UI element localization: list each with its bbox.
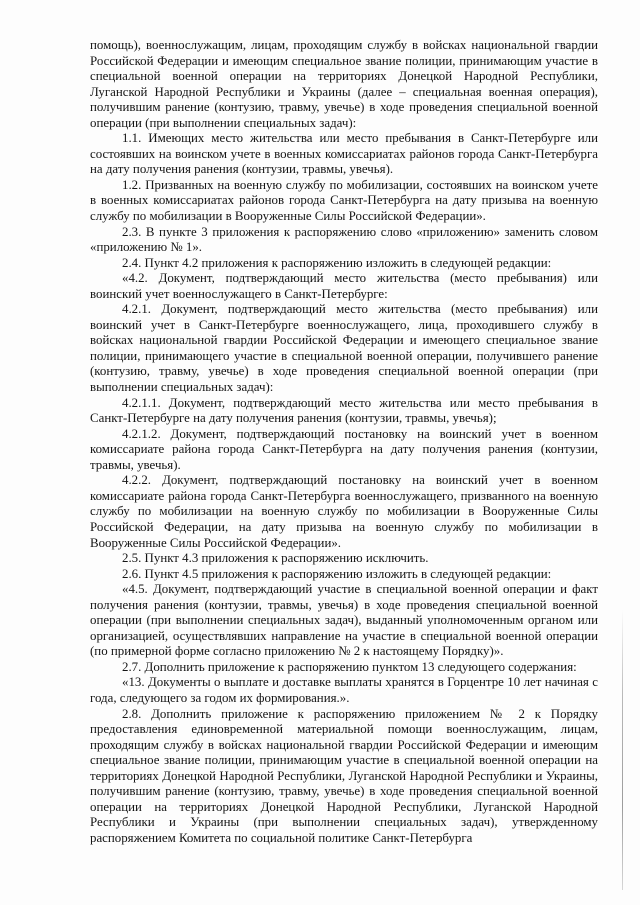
document-body [90,38,598,846]
paragraph-2-3: 2.3. В пункте 3 приложения к распоряжению слово «приложению» заменить словом «приложению № 1». [90,224,598,255]
paragraph-4-2-1-2: 4.2.1.2. Документ, подтверждающий постановку на воинский учет в военном комиссариате района города Санкт-Петербурга на дату получения ранения (контузии, травмы, увечья). [90,426,598,472]
paragraph-4-2-2: 4.2.2. Документ, подтверждающий постановку на воинский учет в военном комиссариате района города Санкт-Петербурга военнослужащего, призванного на военную службу по мобилизации на военную службу по мобилизации в Вооруженные Силы Российской Федерации, на дату призыва на военную службу по мобилизации в Вооруженные Силы Российской Федерации». [90,473,598,550]
paragraph-4-5: «4.5. Документ, подтверждающий участие в специальной военной операции и факт получения ранения (контузии, травмы, увечья) в ходе проведения специальной военной операции (при выполнении специальных задач), выданный уполномоченным органом или организацией, осуществлявших направление на участие в специальной военной операции (по примерной форме согласно приложению № 2 к настоящему Порядку)». [90,582,598,659]
scan-edge-line [622,610,623,890]
paragraph-2-6: 2.6. Пункт 4.5 приложения к распоряжению изложить в следующей редакции: [122,566,552,581]
paragraph-2-4: 2.4. Пункт 4.2 приложения к распоряжению изложить в следующей редакции: [122,255,552,270]
paragraph-intro-continuation: помощь), военнослужащим, лицам, проходящим службу в войсках национальной гвардии Российской Федерации и имеющим специальное звание полиции, принимающим участие в специальной военной операции на территориях Донецкой Народной Республики, Луганской Народной Республики и Украины (далее – специальная военная операция), получившим ранение (контузию, травму, увечье) в ходе проведения специальной военной операции (при выполнении специальных задач): [90,38,598,130]
paragraph-1-2: 1.2. Призванных на военную службу по мобилизации, состоявших на воинском учете в военных комиссариатах районов города Санкт-Петербурга на дату призыва на военную службу по мобилизации в Вооруженные Силы Российской Федерации». [90,177,598,224]
paragraph-4-2: «4.2. Документ, подтверждающий место жительства (место пребывания) или воинский учет военнослужащего в Санкт-Петербурге: [90,271,598,301]
paragraph-1-1: 1.1. Имеющих место жительства или место пребывания в Санкт-Петербурге или состоявших на воинском учете в военных комиссариатах районов города Санкт-Петербурга на дату получения ранения (контузии, травмы, увечья). [90,131,598,177]
paragraph-2-7: 2.7. Дополнить приложение к распоряжению пунктом 13 следующего содержания: [122,659,577,674]
paragraph-13: «13. Документы о выплате и доставке выплаты хранятся в Горцентре 10 лет начиная с года, следующего за годом их формирования.». [90,675,598,705]
paragraph-2-8: 2.8. Дополнить приложение к распоряжению приложением № 2 к Порядку предоставления единовременной материальной помощи военнослужащим, лицам, проходящим службу в войсках национальной гвардии Российской Федерации и имеющим специальное звание полиции, принимающим участие в специальной военной операции на территориях Донецкой Народной Республики, Луганской Народной Республики и Украины, получившим ранение (контузию, травму, увечье) в ходе проведения специальной военной операции на территориях Донецкой Народной Республики, Луганской Народной Республики и Украины (при выполнении специальных задач), утвержденному распоряжением Комитета по социальной политике Санкт-Петербурга [90,706,598,845]
paragraph-2-5: 2.5. Пункт 4.3 приложения к распоряжению исключить. [122,551,429,566]
paragraph-4-2-1: 4.2.1. Документ, подтверждающий место жительства (место пребывания) или воинский учет в Санкт-Петербурге военнослужащего, лица, проходившего службу в войсках национальной гвардии Российской Федерации и имеющего специальное звание полиции, принимающего участие в специальной военной операции, получившего ранение (контузию, травму, увечье) в ходе проведения специальной военной операции (при выполнении специальных задач): [90,302,598,395]
paragraph-4-2-1-1: 4.2.1.1. Документ, подтверждающий место жительства или место пребывания в Санкт-Петербурге на дату получения ранения (контузии, травмы, увечья); [90,395,598,426]
